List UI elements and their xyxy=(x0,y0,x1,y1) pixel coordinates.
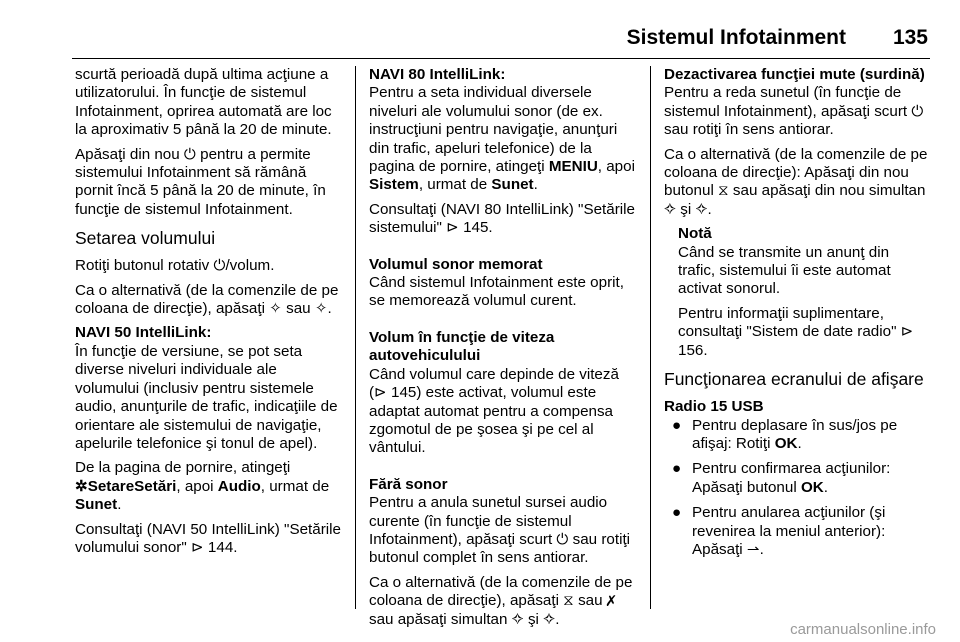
page-number: 135 xyxy=(892,26,928,49)
paragraph-meniu xyxy=(369,84,635,194)
header-title: Sistemul Infotainment xyxy=(626,26,846,49)
paragraph: Pentru informaţii suplimentare, consultaţi "Sistem de date radio" ⊳ 156. xyxy=(678,304,914,359)
column-left xyxy=(75,66,341,563)
navi80-label: NAVI 80 IntelliLink: xyxy=(369,66,506,83)
paragraph: Apăsaţi din nou ⏻ pentru a permite sistemului Infotainment să rămână pornit încă 5 până la 20 de minute, în funcţie de sistemul Infotainment. xyxy=(75,145,326,218)
bullet-icon: ● xyxy=(672,416,682,434)
radio-label: Radio 15 USB xyxy=(664,398,764,416)
ok-label: OK xyxy=(800,478,824,496)
paragraph: scurtă perioadă după ultima acţiune a utilizatorului. În funcţie de sistemul Infotainment, oprirea automată are loc la aproximativ 5 până la 20 de minute. xyxy=(75,66,332,139)
ok-label: OK xyxy=(774,434,798,452)
list-item xyxy=(664,504,928,559)
subheading: Volumul sonor memorat xyxy=(369,255,543,273)
column-divider xyxy=(650,66,651,609)
audio-label: Audio xyxy=(217,477,261,495)
text: , urmat de xyxy=(418,176,492,194)
column-middle xyxy=(369,66,635,635)
subheading: Volum în funcţie de viteza autovehiculului xyxy=(369,328,555,365)
paragraph: Rotiţi butonul rotativ ⏻/volum. xyxy=(75,257,275,275)
header-rule xyxy=(72,58,930,59)
bullet-icon: ● xyxy=(672,460,682,478)
column-divider xyxy=(355,66,356,609)
note-box xyxy=(678,225,928,360)
text: Pentru confirmarea acţiunilor: Apăsaţi butonul xyxy=(692,460,891,496)
paragraph: Pentru a anula sunetul sursei audio curente (în funcţie de sistemul Infotainment), apăsaţi scurt ⏻ sau rotiţi butonul complet în sens antiorar. xyxy=(369,494,631,567)
section-heading: Funcţionarea ecranului de afişare xyxy=(664,369,924,390)
text: , apoi xyxy=(597,158,635,176)
meniu-label: MENIU xyxy=(548,158,598,176)
paragraph: Ca o alternativă (de la comenzile de pe coloana de direcţie), apăsaţi ✧ sau ✧. xyxy=(75,281,339,318)
paragraph: Ca o alternativă (de la comenzile de pe coloana de direcţie): Apăsaţi din nou butonul ⧖ sau apăsaţi din nou simultan ✧ şi ✧. xyxy=(664,145,928,218)
text: Pentru anularea acţiunilor (şi revenirea la meniul anterior): Apăsaţi ⇀. xyxy=(692,504,886,558)
watermark: carmanualsonline.info xyxy=(790,621,936,638)
text: . xyxy=(797,434,802,452)
text: De la pagina de pornire, atingeţi xyxy=(75,459,291,477)
column-right xyxy=(664,66,928,566)
text: . xyxy=(823,478,828,496)
sistem-label: Sistem xyxy=(369,176,419,194)
note-label: Notă xyxy=(678,225,712,243)
paragraph: Când se transmite un anunţ din trafic, sistemului îi este automat activat sonorul. xyxy=(678,243,891,298)
text: , urmat de xyxy=(260,477,330,495)
list-item xyxy=(664,417,928,454)
text: Pentru a seta individual diversele niveluri ale volumului sonor (de ex. instrucţiuni pentru navigaţie, anunţuri din trafic, apeluri telefonice) de la pagina de pornire, atingeţi xyxy=(369,84,618,176)
subheading: Fără sonor xyxy=(369,475,448,493)
paragraph: Când volumul care depinde de viteză (⊳ 145) este activat, volumul este adaptat automat pentru a compensa zgomotul de pe şosea şi pe cel al vântului. xyxy=(369,365,619,457)
list-item xyxy=(664,460,928,497)
paragraph: Ca o alternativă (de la comenzile de pe coloana de direcţie), apăsaţi ⧖ sau ✗ sau apăsaţi simultan ✧ şi ✧. xyxy=(369,573,633,628)
navi50-label: NAVI 50 IntelliLink: xyxy=(75,324,212,342)
page-header xyxy=(72,26,928,58)
text: . xyxy=(533,176,538,194)
sunet-label: Sunet xyxy=(75,496,118,514)
subheading: Dezactivarea funcţiei mute (surdină) xyxy=(664,66,925,83)
paragraph: Consultaţi (NAVI 50 IntelliLink) "Setările volumului sonor" ⊳ 144. xyxy=(75,520,341,556)
bullet-icon: ● xyxy=(672,504,682,522)
text: Pentru deplasare în sus/jos pe afişaj: Rotiţi xyxy=(692,416,898,452)
paragraph: Pentru a reda sunetul (în funcţie de sistemul Infotainment), apăsaţi scurt ⏻ sau rotiţi în sens antiorar. xyxy=(664,84,924,139)
section-heading: Setarea volumului xyxy=(75,228,216,249)
text: , apoi xyxy=(176,477,218,495)
paragraph-setare xyxy=(75,459,341,514)
paragraph: Când sistemul Infotainment este oprit, se memorează volumul curent. xyxy=(369,274,624,310)
paragraph: Consultaţi (NAVI 80 IntelliLink) "Setările sistemului" ⊳ 145. xyxy=(369,200,635,237)
paragraph: În funcţie de versiune, se pot seta diverse niveluri individuale ale volumului (inclusiv pentru sistemele audio, anunţurile de trafic, indicaţiile de orientare ale sistemului de navigaţie, apelurile telefonice şi tonul de apel). xyxy=(75,342,338,452)
text: . xyxy=(117,496,122,514)
setare-label: ✲SetareSetări xyxy=(75,477,177,495)
sunet-label: Sunet xyxy=(491,176,534,194)
bullet-list xyxy=(664,417,928,560)
